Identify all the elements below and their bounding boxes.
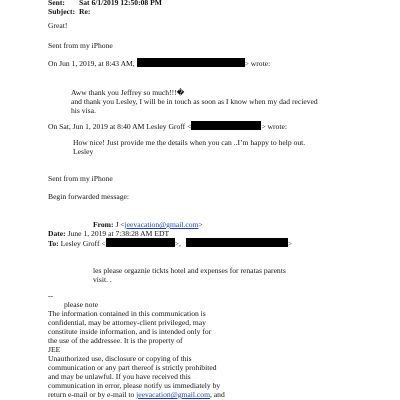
last-prefix: return e-mail or by e-mail to bbox=[48, 390, 135, 399]
from-close: > bbox=[198, 220, 203, 229]
great-text: Great! bbox=[48, 21, 68, 30]
forward-msg-line-1: les please orgaznie tickts hotel and expenses for renatas parents bbox=[93, 266, 286, 275]
to-label: To: bbox=[48, 239, 59, 248]
disclaimer-line: communication or any part thereof is strictly prohibited bbox=[48, 363, 217, 372]
sent-from-iphone-2: Sent from my iPhone bbox=[48, 174, 113, 183]
disclaimer-line: constitute inside information, and is intended only for bbox=[48, 327, 212, 336]
subject-value: Re: bbox=[79, 7, 91, 16]
to-separator: >, bbox=[174, 239, 181, 248]
reply-line-2: and thank you Lesley, I will be in touch as soon as I know when my dad recieved bbox=[71, 97, 318, 106]
begin-forwarded: Begin forwarded message: bbox=[48, 192, 129, 201]
forward-msg-line-2: visit. . bbox=[93, 275, 112, 284]
redaction-block bbox=[137, 58, 245, 67]
wrote-text: > wrote: bbox=[244, 59, 271, 68]
disclaimer-line: JEE bbox=[48, 345, 61, 354]
on-jun1-prefix: On Jun 1, 2019, at 8:43 AM, bbox=[48, 59, 135, 68]
last-suffix: , and bbox=[210, 390, 225, 399]
forwarded-from-line bbox=[93, 220, 203, 229]
reply-line-1: Aww thank you Jeffrey so much!!!� bbox=[71, 88, 185, 97]
from-name: J < bbox=[115, 220, 125, 229]
redaction-block bbox=[106, 238, 175, 247]
to-close: > bbox=[287, 239, 293, 248]
wrote-text: > wrote: bbox=[261, 122, 287, 131]
footer-email-link[interactable]: jeevacation@gmail.com bbox=[136, 390, 210, 399]
disclaimer-block bbox=[48, 309, 225, 399]
disclaimer-line: the use of the addressee. It is the property of bbox=[48, 336, 183, 345]
disclaimer-line: communication in error, please notify us immediately by bbox=[48, 381, 221, 390]
subject-label: Subject: bbox=[48, 7, 75, 16]
sent-label: Sent: bbox=[48, 0, 65, 7]
date-value: June 1, 2019 at 7:38:28 AM EDT bbox=[67, 229, 170, 238]
from-label: From: bbox=[93, 220, 114, 229]
on-sat-line bbox=[48, 121, 287, 131]
disclaimer-line: confidential, may be attorney-client privileged, may bbox=[48, 318, 206, 327]
date-label: Date: bbox=[48, 229, 66, 238]
disclaimer-line: Unauthorized use, disclosure or copying of this bbox=[48, 354, 192, 363]
from-email-link[interactable]: jeevacation@gmail.com bbox=[124, 220, 199, 229]
on-jun1-line bbox=[48, 58, 270, 68]
lesley-line-2: Lesley bbox=[73, 147, 94, 156]
on-sat-prefix: On Sat, Jun 1, 2019 at 8:40 AM Lesley Groff < bbox=[48, 122, 192, 131]
sent-from-iphone: Sent from my iPhone bbox=[48, 41, 113, 50]
disclaimer-last-line bbox=[48, 390, 225, 399]
signature-dashes: -- bbox=[48, 291, 54, 300]
forwarded-to-line bbox=[48, 238, 292, 248]
lesley-line-1: How nice! Just provide me the details when you can ..I’m happy to help out. bbox=[73, 138, 306, 147]
redaction-block bbox=[191, 121, 261, 130]
disclaimer-line: The information contained in this communication is bbox=[48, 309, 206, 318]
please-note: please note bbox=[64, 300, 98, 309]
sent-value: Sat 6/1/2019 12:50:08 PM bbox=[79, 0, 162, 7]
forwarded-date-line bbox=[48, 229, 169, 238]
reply-line-3: his visa. bbox=[71, 106, 96, 115]
to-name: Lesley Groff < bbox=[60, 239, 106, 248]
redaction-block bbox=[186, 238, 288, 247]
disclaimer-line: and may be unlawful. If you have received this bbox=[48, 372, 191, 381]
